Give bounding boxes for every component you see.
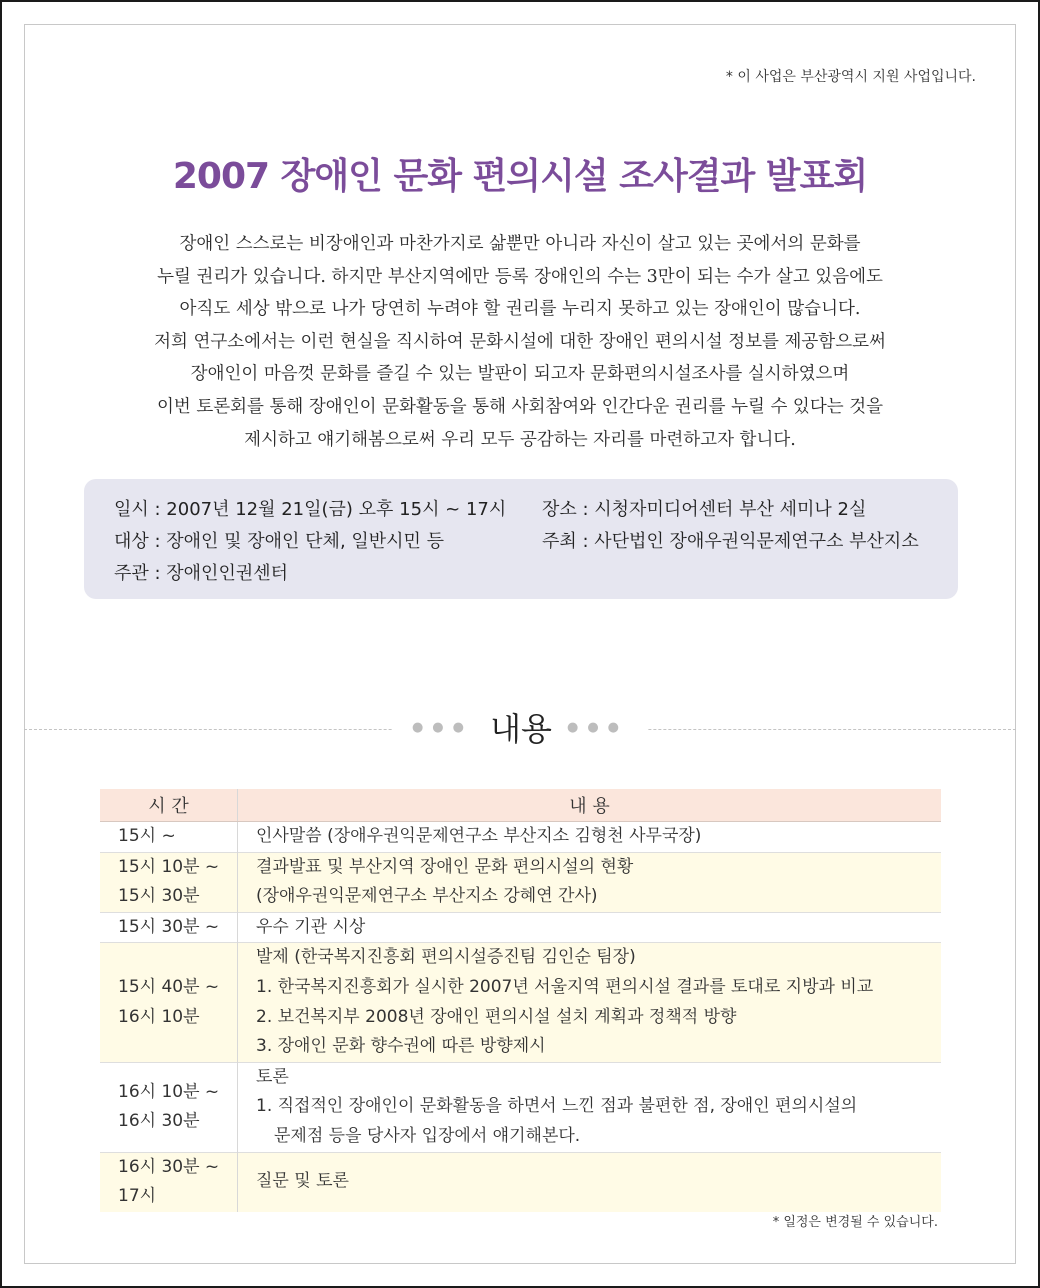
dots-left: ●●● <box>411 719 473 735</box>
content-line: 3. 장애인 문화 향수권에 따른 방향제시 <box>256 1036 546 1057</box>
time-line: 15시 10분 ~ <box>118 856 220 877</box>
time-line: 16시 10분 ~ <box>118 1081 220 1102</box>
schedule-note: * 일정은 변경될 수 있습니다. <box>772 1215 938 1230</box>
row-time <box>100 822 238 853</box>
row-content <box>238 943 942 1062</box>
row-content <box>238 822 942 853</box>
content-line: 발제 (한국복지진흥회 편의시설증진팀 김인순 팀장) <box>256 947 636 968</box>
dots-right: ●●● <box>567 719 629 735</box>
row-content <box>238 1152 942 1212</box>
intro-line: 누릴 권리가 있습니다. 하지만 부산지역에만 등록 장애인의 수는 3만이 되는 수가 살고 있음에도 <box>157 266 883 287</box>
content-line: 문제점 등을 당사자 입장에서 얘기해본다. <box>274 1125 581 1146</box>
time-line: 16시 30분 ~ <box>118 1156 220 1177</box>
row-time <box>100 1152 238 1212</box>
event-place: 장소 : 시청자미디어센터 부산 세미나 2실 <box>542 499 867 520</box>
row-time <box>100 852 238 912</box>
support-note: * 이 사업은 부산광역시 지원 사업입니다. <box>725 69 976 85</box>
intro-line: 저희 연구소에서는 이런 현실을 직시하여 문화시설에 대한 장애인 편의시설 정보를 제공함으로써 <box>154 331 886 352</box>
schedule-table <box>100 789 941 1212</box>
intro-line: 장애인이 마음껏 문화를 즐길 수 있는 발판이 되고자 문화편의시설조사를 실시하였으며 <box>190 364 850 385</box>
intro-text <box>60 228 980 456</box>
event-info-box <box>84 479 958 599</box>
time-line: 17시 <box>118 1186 157 1207</box>
content-line: 1. 한국복지진흥회가 실시한 2007년 서울지역 편의시설 결과를 토대로 지방과 비교 <box>256 976 874 997</box>
table-row <box>100 1062 941 1152</box>
content-line: 토론 <box>256 1066 289 1087</box>
time-line: 15시 40분 ~ <box>118 976 220 997</box>
time-line: 16시 10분 <box>118 1006 200 1027</box>
time-line: 15시 ~ <box>118 826 176 846</box>
event-organizer: 주관 : 장애인인권센터 <box>114 563 288 584</box>
table-header-row <box>100 789 941 822</box>
table-row <box>100 912 941 943</box>
header-time: 시 간 <box>100 789 238 822</box>
intro-line: 이번 토론회를 통해 장애인이 문화활동을 통해 사회참여와 인간다운 권리를 누릴 수 있다는 것을 <box>156 396 884 417</box>
table-row <box>100 852 941 912</box>
intro-line: 장애인 스스로는 비장애인과 마찬가지로 삶뿐만 아니라 자신이 살고 있는 곳에서의 문화를 <box>179 234 861 254</box>
content-line: 인사말씀 (장애우권익문제연구소 부산지소 김형천 사무국장) <box>256 826 702 846</box>
content-line: 결과발표 및 부산지역 장애인 문화 편의시설의 현황 <box>256 856 634 877</box>
row-content <box>238 1062 942 1152</box>
row-content <box>238 852 942 912</box>
row-time <box>100 912 238 943</box>
header-content: 내 용 <box>238 789 942 822</box>
section-title: 내용 <box>490 710 552 748</box>
time-line: 15시 30분 <box>118 886 200 907</box>
table-row <box>100 822 941 853</box>
event-target: 대상 : 장애인 및 장애인 단체, 일반시민 등 <box>114 531 445 552</box>
intro-line: 제시하고 얘기해봄으로써 우리 모두 공감하는 자리를 마련하고자 합니다. <box>244 429 796 450</box>
page-title: 2007 장애인 문화 편의시설 조사결과 발표회 <box>172 156 868 197</box>
content-line: (장애우권익문제연구소 부산지소 강혜연 간사) <box>256 886 598 907</box>
event-date: 일시 : 2007년 12월 21일(금) 오후 15시 ~ 17시 <box>114 499 507 520</box>
content-line: 우수 기관 시상 <box>256 916 366 937</box>
content-line: 질문 및 토론 <box>256 1171 349 1192</box>
time-line: 15시 30분 ~ <box>118 916 220 937</box>
event-host: 주최 : 사단법인 장애우권익문제연구소 부산지소 <box>542 531 919 552</box>
time-line: 16시 30분 <box>118 1111 200 1132</box>
row-content <box>238 912 942 943</box>
intro-line: 아직도 세상 밖으로 나가 당연히 누려야 할 권리를 누리지 못하고 있는 장애인이 많습니다. <box>179 299 861 320</box>
table-row <box>100 943 941 1062</box>
table-row <box>100 1152 941 1212</box>
row-time <box>100 943 238 1062</box>
content-line: 1. 직접적인 장애인이 문화활동을 하면서 느낀 점과 불편한 점, 장애인 편의시설의 <box>256 1096 858 1117</box>
row-time <box>100 1062 238 1152</box>
section-heading <box>392 704 648 752</box>
content-line: 2. 보건복지부 2008년 장애인 편의시설 설치 계획과 정책적 방향 <box>256 1006 737 1027</box>
